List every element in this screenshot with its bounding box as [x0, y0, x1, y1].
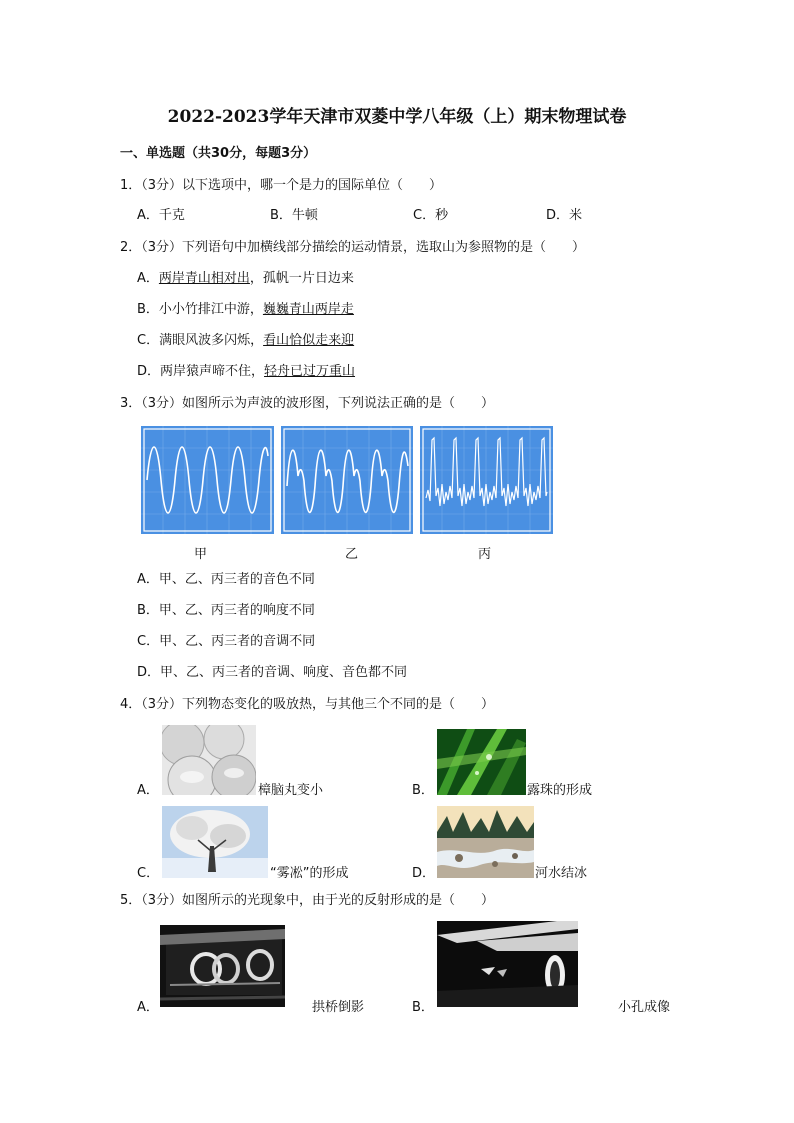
q2-a-underlined: 两岸青山相对出: [158, 271, 250, 286]
q2-option-a: [137, 271, 354, 287]
q3-option-c: C．甲、乙、丙三者的音调不同: [137, 634, 316, 649]
q2-c-prefix: C．满眼风波多闪烁，: [137, 333, 264, 348]
q4-option-b-letter: B．: [412, 783, 434, 798]
page-title: 2022-2023学年天津市双菱中学八年级（上）期末物理试卷: [167, 107, 627, 127]
q2-option-d: [137, 364, 355, 380]
q2-d-underlined: 轻舟已过万重山: [264, 364, 356, 379]
q2-option-b: [137, 302, 354, 318]
waveform-label-yi: 乙: [345, 547, 359, 562]
q2-option-c: [137, 333, 354, 349]
q5-option-a-letter: A．: [137, 1000, 159, 1015]
q1-option-a: A．千克: [137, 208, 185, 223]
q2-a-suffix: ，孤帆一片日边来: [249, 271, 354, 286]
q2-b-underlined: 巍巍青山两岸走: [262, 302, 354, 317]
q3-option-a: A．甲、乙、丙三者的音色不同: [137, 572, 315, 587]
q1-option-b: B．牛顿: [270, 208, 318, 223]
camphor-balls-image: [162, 725, 256, 795]
question-4-stem: 4．（3分）下列物态变化的吸放热，与其他三个不同的是（ ）: [120, 697, 495, 712]
q3-option-d: D．甲、乙、丙三者的音调、响度、音色都不同: [137, 665, 408, 680]
q2-d-prefix: D．两岸猿声啼不住，: [137, 364, 265, 379]
q4-option-c-text: “雾凇”的形成: [270, 866, 349, 881]
pinhole-imaging-image: [437, 921, 578, 1007]
q4-option-b-text: 露珠的形成: [527, 783, 593, 798]
q1-option-c: C．秒: [413, 208, 449, 223]
dew-drops-image: [437, 729, 526, 795]
q5-option-b-text: 小孔成像: [618, 1000, 671, 1015]
frozen-river-image: [437, 806, 534, 878]
q2-c-underlined: 看山恰似走来迎: [263, 333, 355, 348]
q2-b-prefix: B．小小竹排江中游，: [137, 302, 263, 317]
arch-bridge-reflection-image: [160, 925, 285, 1007]
q3-option-b: B．甲、乙、丙三者的响度不同: [137, 603, 315, 618]
q1-option-d: D．米: [546, 208, 583, 223]
waveform-label-bing: 丙: [478, 547, 492, 562]
waveform-jia-figure: [141, 426, 274, 534]
section-heading: 一、单选题（共30分，每题3分）: [120, 146, 317, 161]
waveform-bing-figure: [420, 426, 553, 534]
question-2-stem: 2．（3分）下列语句中加横线部分描绘的运动情景，选取山为参照物的是（ ）: [120, 240, 586, 255]
q5-option-a-text: 拱桥倒影: [312, 1000, 365, 1015]
q4-option-d-letter: D．: [412, 866, 436, 881]
q2-a-prefix: A．: [137, 271, 159, 286]
waveform-yi-figure: [281, 426, 413, 534]
rime-frost-tree-image: [162, 806, 268, 878]
q4-option-a-letter: A．: [137, 783, 159, 798]
q4-option-d-text: 河水结冰: [535, 866, 588, 881]
question-1-stem: 1．（3分）以下选项中，哪一个是力的国际单位（ ）: [120, 178, 443, 193]
q4-option-a-text: 樟脑丸变小: [258, 783, 324, 798]
q4-option-c-letter: C．: [137, 866, 160, 881]
q5-option-b-letter: B．: [412, 1000, 434, 1015]
question-3-stem: 3．（3分）如图所示为声波的波形图，下列说法正确的是（ ）: [120, 396, 495, 411]
question-5-stem: 5．（3分）如图所示的光现象中，由于光的反射形成的是（ ）: [120, 893, 495, 908]
waveform-label-jia: 甲: [194, 547, 208, 562]
